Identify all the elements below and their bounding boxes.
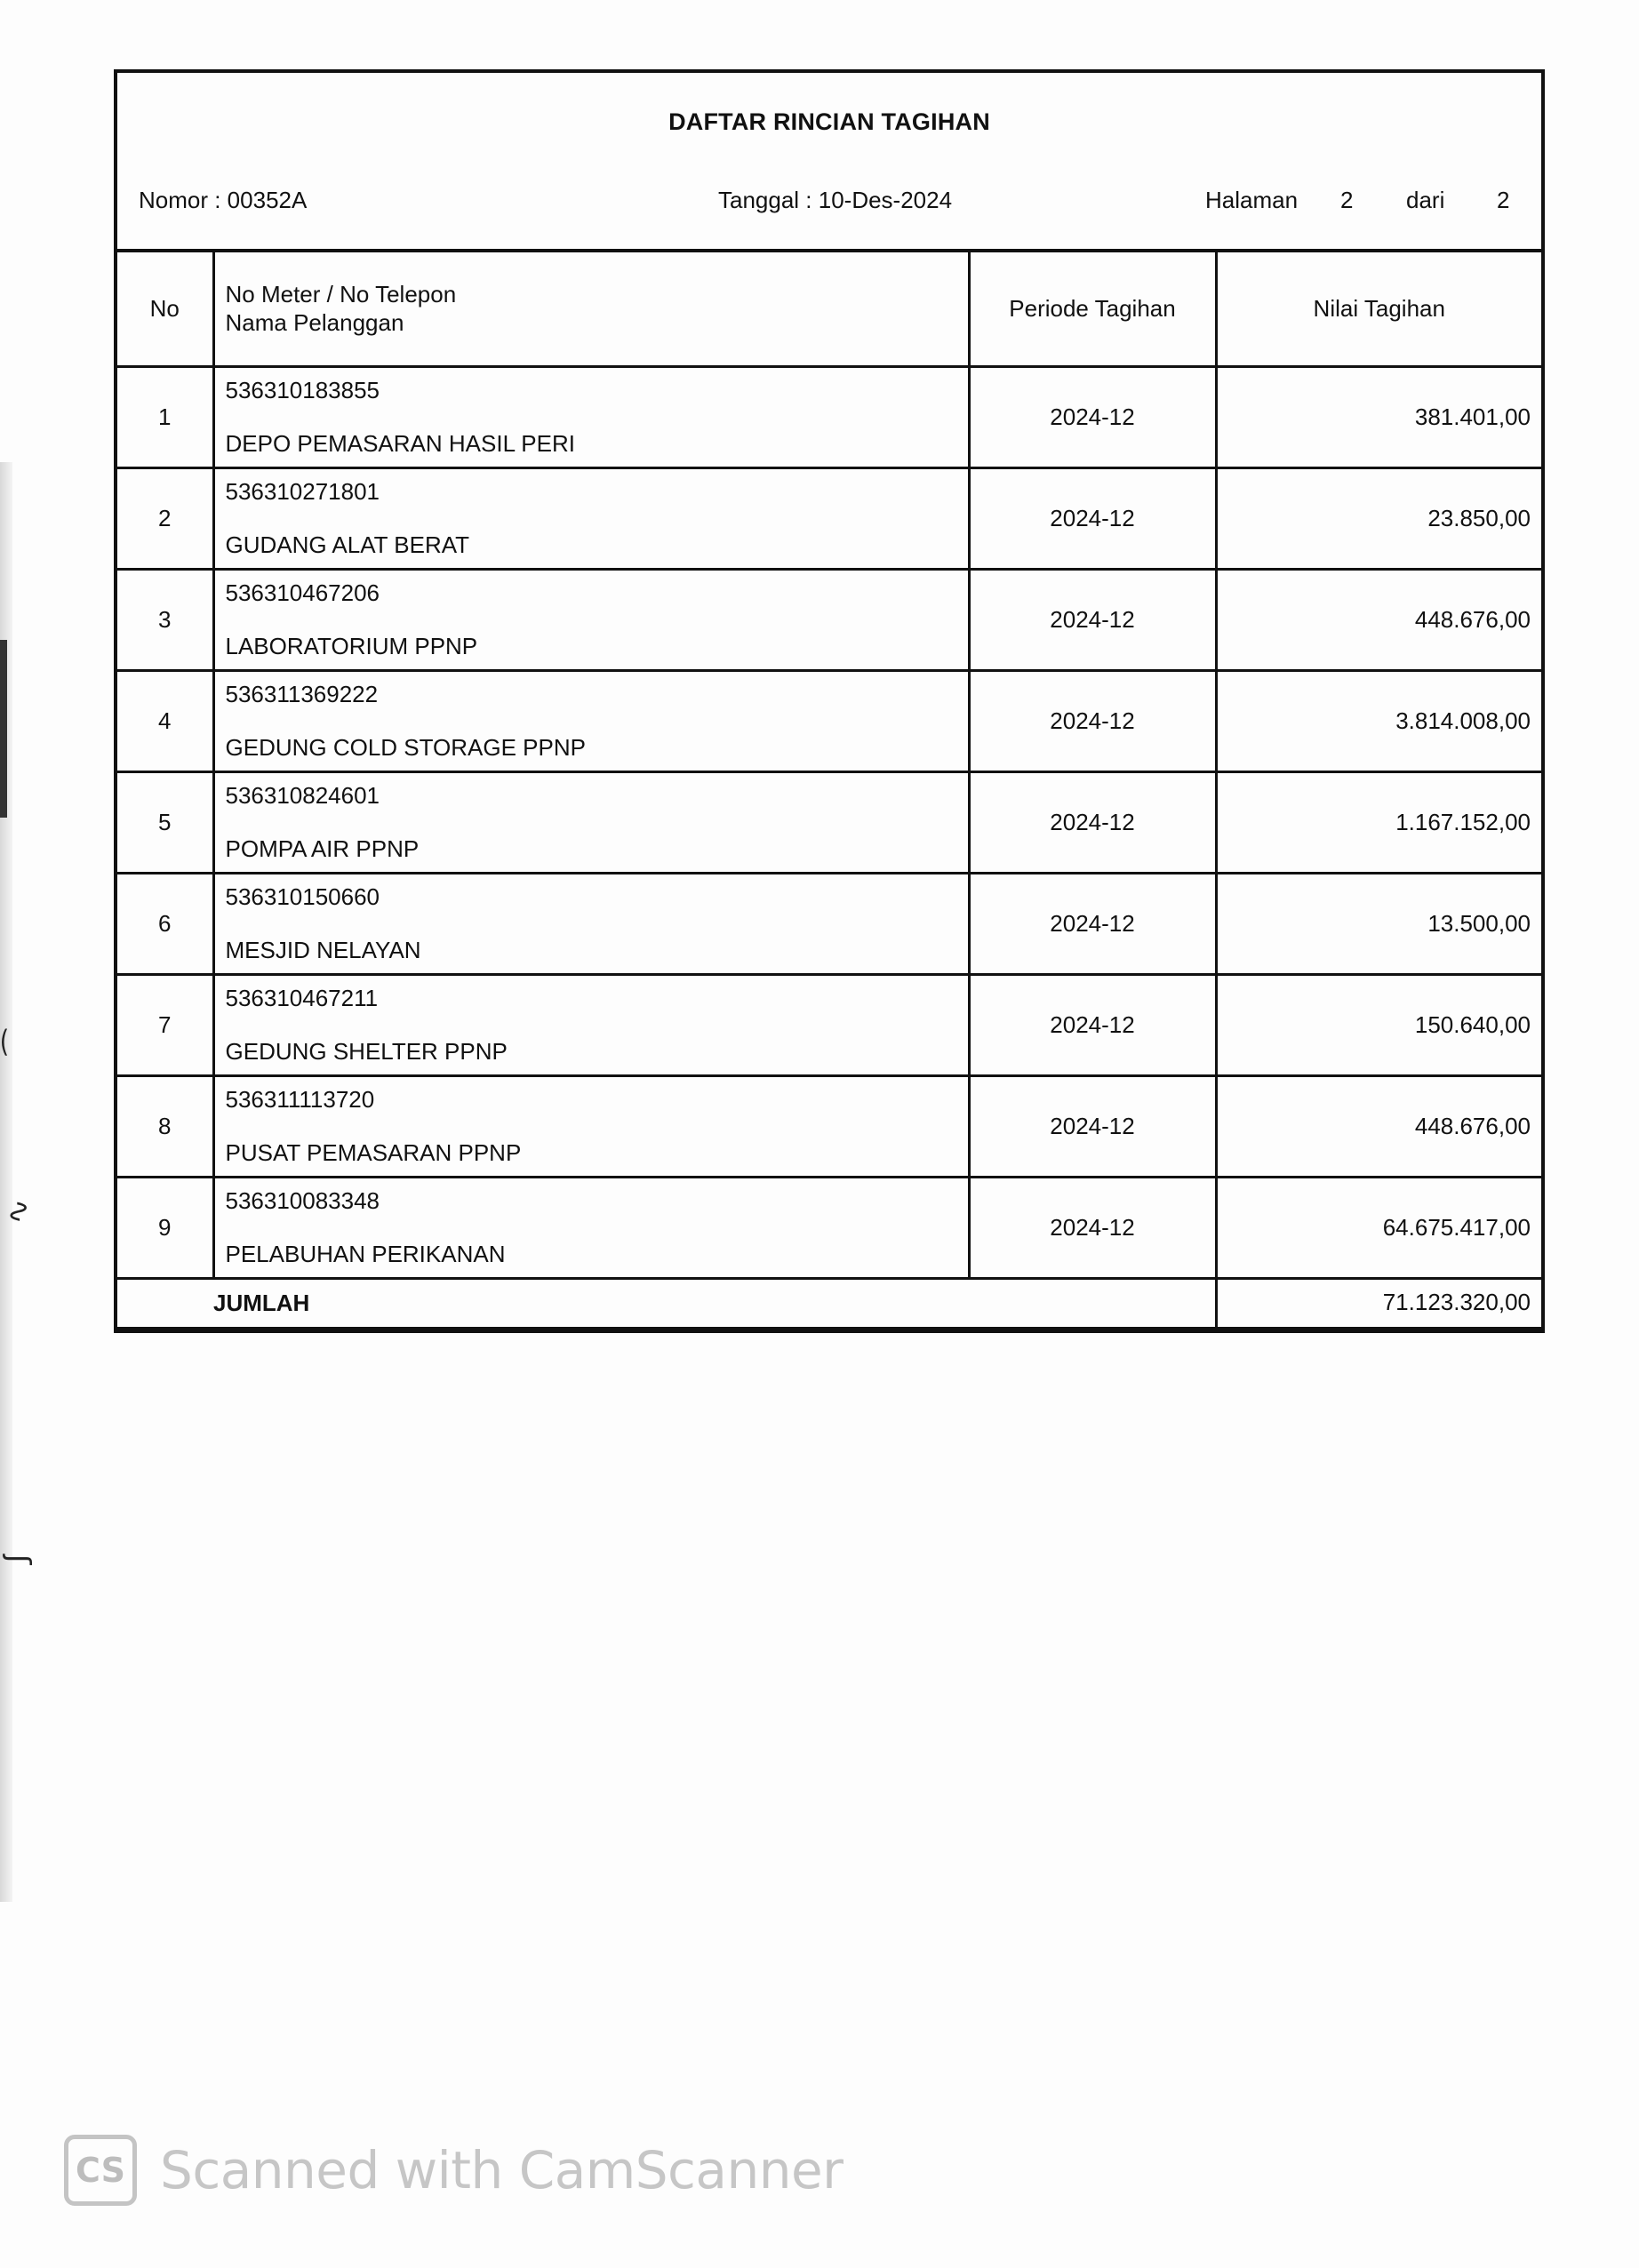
billing-period: 2024-12 (969, 1075, 1216, 1177)
document-number: Nomor : 00352A (139, 187, 308, 213)
meter-number: 536311113720 (225, 1085, 375, 1113)
customer-name: MESJID NELAYAN (225, 936, 421, 963)
row-number: 2 (117, 467, 213, 569)
billing-period: 2024-12 (969, 1177, 1216, 1278)
row-number: 8 (117, 1075, 213, 1177)
meter-number: 536311369222 (225, 680, 379, 707)
customer-cell (213, 974, 969, 1075)
page-of-label: dari (1406, 187, 1445, 213)
meter-number: 536310183855 (225, 376, 380, 403)
page-total: 2 (1497, 187, 1510, 213)
table-row (117, 771, 1541, 873)
billing-amount: 381.401,00 (1216, 366, 1541, 467)
column-header-name: Nama Pelanggan (225, 309, 404, 337)
camscanner-text: Scanned with CamScanner (160, 2140, 843, 2200)
customer-cell (213, 771, 969, 873)
table-row (117, 670, 1541, 771)
table-row (117, 974, 1541, 1075)
billing-amount: 1.167.152,00 (1216, 771, 1541, 873)
customer-cell (213, 569, 969, 670)
page-label: Halaman (1205, 187, 1299, 213)
billing-table (117, 252, 1541, 1330)
row-number: 3 (117, 569, 213, 670)
meter-number: 536310467206 (225, 579, 380, 606)
table-row (117, 1075, 1541, 1177)
column-header-customer (213, 252, 969, 366)
total-amount: 71.123.320,00 (1216, 1278, 1541, 1328)
row-number: 4 (117, 670, 213, 771)
table-row (117, 366, 1541, 467)
billing-period: 2024-12 (969, 771, 1216, 873)
customer-cell (213, 467, 969, 569)
customer-name: GUDANG ALAT BERAT (225, 531, 470, 558)
meter-number: 536310824601 (225, 781, 380, 809)
billing-amount: 13.500,00 (1216, 873, 1541, 974)
table-row (117, 467, 1541, 569)
customer-name: GEDUNG COLD STORAGE PPNP (225, 733, 586, 761)
column-header-no: No (117, 252, 213, 366)
customer-cell (213, 1075, 969, 1177)
customer-cell (213, 873, 969, 974)
customer-name: DEPO PEMASARAN HASIL PERI (225, 429, 575, 457)
table-row (117, 873, 1541, 974)
row-number: 5 (117, 771, 213, 873)
scan-edge-dark-mark (0, 640, 7, 818)
billing-amount: 448.676,00 (1216, 1075, 1541, 1177)
customer-cell (213, 1177, 969, 1278)
camscanner-watermark (64, 2135, 843, 2206)
billing-amount: 23.850,00 (1216, 467, 1541, 569)
total-row (117, 1278, 1541, 1328)
customer-name: POMPA AIR PPNP (225, 835, 420, 862)
customer-name: PELABUHAN PERIKANAN (225, 1240, 506, 1267)
camscanner-logo-icon: CS (64, 2135, 137, 2206)
customer-name: PUSAT PEMASARAN PPNP (225, 1138, 522, 1166)
meter-number: 536310083348 (225, 1186, 380, 1214)
customer-name: LABORATORIUM PPNP (225, 632, 478, 659)
total-label: JUMLAH (117, 1278, 1216, 1328)
billing-period: 2024-12 (969, 974, 1216, 1075)
customer-cell (213, 366, 969, 467)
page-number: 2 (1340, 187, 1354, 213)
meter-number: 536310467211 (225, 984, 379, 1011)
row-number: 7 (117, 974, 213, 1075)
column-header-value: Nilai Tagihan (1216, 252, 1541, 366)
billing-amount: 150.640,00 (1216, 974, 1541, 1075)
document-header (117, 73, 1541, 252)
billing-document (114, 69, 1545, 1333)
document-title: DAFTAR RINCIAN TAGIHAN (668, 108, 990, 135)
customer-cell (213, 670, 969, 771)
column-header-meter: No Meter / No Telepon (225, 281, 457, 308)
document-date: Tanggal : 10-Des-2024 (718, 187, 953, 213)
billing-period: 2024-12 (969, 873, 1216, 974)
billing-period: 2024-12 (969, 366, 1216, 467)
customer-name: GEDUNG SHELTER PPNP (225, 1037, 508, 1065)
scan-edge-mark-icon: ∿ (1, 1199, 36, 1225)
billing-amount: 64.675.417,00 (1216, 1177, 1541, 1278)
table-row (117, 569, 1541, 670)
meter-number: 536310271801 (225, 477, 380, 505)
billing-period: 2024-12 (969, 670, 1216, 771)
billing-period: 2024-12 (969, 569, 1216, 670)
column-header-period: Periode Tagihan (969, 252, 1216, 366)
meter-number: 536310150660 (225, 882, 380, 910)
billing-amount: 3.814.008,00 (1216, 670, 1541, 771)
table-header-row (117, 252, 1541, 366)
scan-edge-mark-icon: ʃ (1, 1554, 36, 1565)
table-row (117, 1177, 1541, 1278)
row-number: 9 (117, 1177, 213, 1278)
row-number: 1 (117, 366, 213, 467)
billing-amount: 448.676,00 (1216, 569, 1541, 670)
scan-edge-mark-icon: ‿ (1, 1030, 36, 1055)
row-number: 6 (117, 873, 213, 974)
billing-period: 2024-12 (969, 467, 1216, 569)
